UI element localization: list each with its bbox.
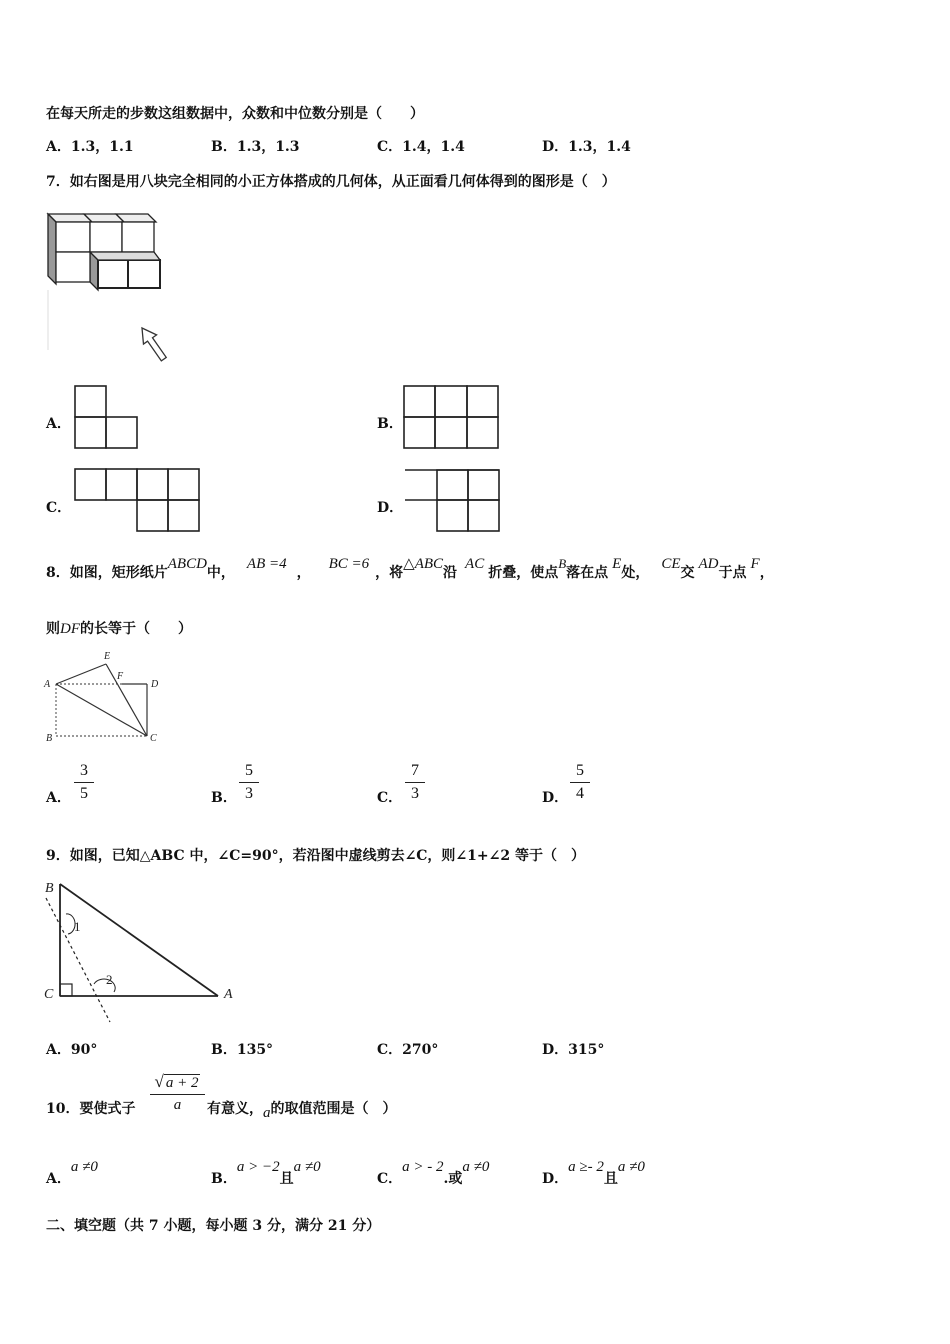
q7-option-c: C． — [46, 500, 72, 516]
math-abcd: ABCD — [167, 556, 207, 572]
q9-option-b: B．135° — [211, 1042, 274, 1058]
q7-stem: 7．如右图是用八块完全相同的小正方体搭成的几何体，从正面看几何体得到的图形是（ ） — [46, 174, 616, 190]
math-bc: BC =6 — [328, 556, 370, 572]
label-f: F — [117, 671, 124, 682]
q8-stem-line1: 8．如图，矩形纸片ABCD中，AB =4，BC =6，将△ABC沿AC折叠，使点B落在点E处，CE交AD于点F， — [46, 556, 774, 581]
q6-stem: 在每天所走的步数这组数据中，众数和中位数分别是（ ） — [46, 106, 424, 122]
section2-title: 二、填空题（共 7 小题，每小题 3 分，满分 21 分） — [46, 1218, 381, 1234]
q8-figure — [44, 650, 174, 745]
q8-option-c: C． — [377, 790, 403, 806]
angle-1-label: 1 — [74, 919, 81, 934]
q10-option-a: A．a ≠0 — [46, 1159, 98, 1187]
q8-option-a: A． — [46, 790, 71, 806]
q9-stem: 9．如图，已知△ABC 中，∠C=90°，若沿图中虚线剪去∠C，则∠1+∠2 等于（ ） — [46, 848, 585, 864]
q6-option-a: A．1.3，1.1 — [46, 139, 134, 155]
math-ce: CE — [661, 556, 681, 572]
q7-solid-figure — [44, 210, 169, 370]
q8-option-b: B． — [211, 790, 237, 806]
math-triangle-abc: △ABC — [403, 556, 444, 572]
q10-stem-part2: 有意义，a的取值范围是（ ） — [207, 1101, 397, 1121]
q7-option-d: D． — [377, 500, 404, 516]
q7-option-a: A． — [46, 416, 71, 432]
q7-option-c-figure — [74, 468, 202, 534]
math-a: a — [263, 1105, 271, 1121]
math-ad: AD — [698, 556, 719, 572]
math-b: B — [558, 556, 567, 571]
q8-option-d-fraction: $\frac{5}{4}$ — [570, 762, 590, 803]
q7-option-b-figure — [403, 385, 500, 451]
q7-option-b: B． — [377, 416, 403, 432]
angle-2-label: 2 — [106, 972, 113, 987]
q7-option-d-figure — [405, 468, 502, 534]
q8-option-b-fraction: $\frac{5}{3}$ — [239, 762, 259, 803]
q9-option-d: D．315° — [542, 1042, 605, 1058]
q7-option-a-figure — [74, 385, 138, 451]
label-d: D — [151, 679, 159, 690]
q6-option-b: B．1.3，1.3 — [211, 139, 300, 155]
label-b: B — [45, 881, 54, 896]
q8-stem-line2: 则DF的长等于（ ） — [46, 621, 192, 637]
q10-option-c: C．a > - 2.或a ≠0 — [377, 1159, 490, 1187]
q6-option-d: D．1.3，1.4 — [542, 139, 631, 155]
q10-option-b: B．a > −2且a ≠0 — [211, 1159, 321, 1187]
math-e: E — [612, 556, 622, 572]
q8-option-d: D． — [542, 790, 569, 806]
math-df: DF — [60, 621, 80, 637]
q10-fraction: √ a + 2 a — [150, 1072, 205, 1114]
q9-figure — [42, 876, 242, 1024]
q9-option-c: C．270° — [377, 1042, 439, 1058]
q10-option-d: D．a ≥- 2且a ≠0 — [542, 1159, 645, 1187]
math-ac: AC — [465, 556, 485, 572]
q8-option-c-fraction: $\frac{7}{3}$ — [405, 762, 425, 803]
label-a: A — [44, 679, 51, 690]
label-a: A — [224, 987, 233, 1002]
q10-stem-part1: 10．要使式子 — [46, 1101, 136, 1117]
label-c: C — [150, 733, 157, 744]
math-f: F — [750, 556, 760, 572]
math-ab: AB =4 — [246, 556, 287, 572]
q6-option-c: C．1.4，1.4 — [377, 139, 465, 155]
label-c: C — [44, 987, 54, 1002]
label-e: E — [104, 651, 111, 662]
label-b: B — [46, 733, 53, 744]
q9-option-a: A．90° — [46, 1042, 98, 1058]
q8-option-a-fraction: $\frac{3}{5}$ — [74, 762, 94, 803]
